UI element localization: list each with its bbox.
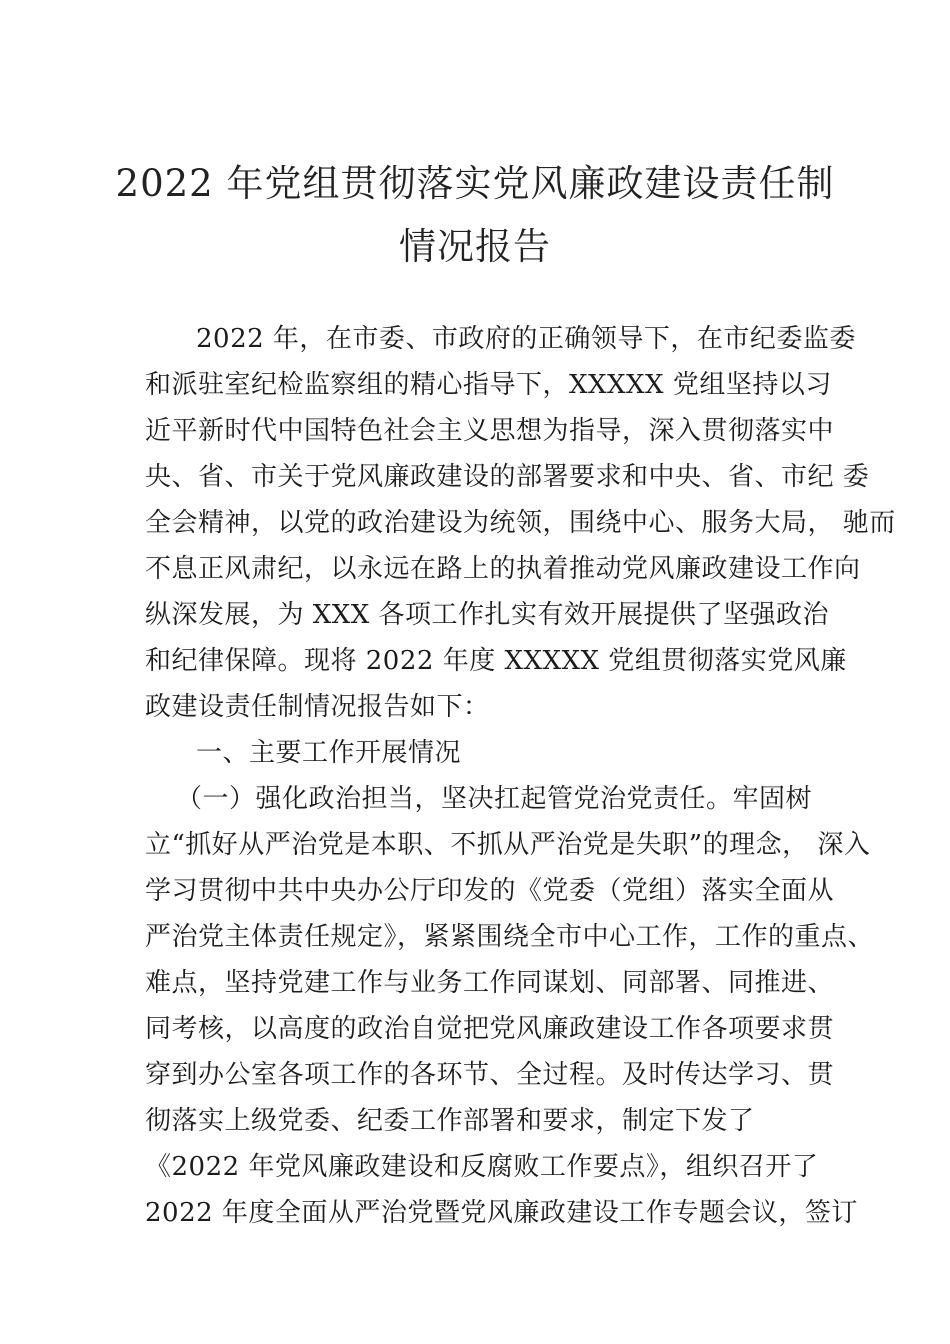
paragraph-1-line: 政建设责任制情况报告如下：	[145, 692, 490, 722]
paragraph-2-line: 《2022 年党风廉政建设和反腐败工作要点》，组织召开了	[145, 1152, 819, 1182]
paragraph-2-line: 彻落实上级党委、纪委工作部署和要求，制定下发了	[145, 1106, 755, 1136]
section-heading-1: 一、主要工作开展情况	[196, 738, 462, 768]
paragraph-1-line: 央、省、市关于党风廉政建设的部署要求和中央、省、市纪 委	[145, 462, 870, 492]
paragraph-1-line: 和派驻室纪检监察组的精心指导下，XXXXX 党组坚持以习	[145, 370, 832, 400]
paragraph-2-line: 2022 年度全面从严治党暨党风廉政建设工作专题会议，签订	[145, 1198, 858, 1228]
paragraph-1-line: 纵深发展，为 XXX 各项工作扎实有效开展提供了坚强政治	[145, 600, 830, 630]
paragraph-2-line: （一）强化政治担当，坚决扛起管党治党责任。牢固树	[176, 784, 813, 814]
paragraph-2-line: 穿到办公室各项工作的各环节、全过程。及时传达学习、贯	[145, 1060, 835, 1090]
paragraph-1-line: 和纪律保障。现将 2022 年度 XXXXX 党组贯彻落实党风廉	[145, 646, 847, 676]
paragraph-2-line: 难点，坚持党建工作与业务工作同谋划、同部署、同推进、	[145, 968, 835, 998]
paragraph-1-line: 全会精神，以党的政治建设为统领，围绕中心、服务大局， 驰而	[145, 508, 896, 538]
paragraph-2-line: 学习贯彻中共中央办公厅印发的《党委（党组）落实全面从	[145, 876, 835, 906]
paragraph-1-line: 近平新时代中国特色社会主义思想为指导，深入贯彻落实中	[145, 416, 835, 446]
paragraph-1-line: 2022 年，在市委、市政府的正确领导下，在市纪委监委	[196, 324, 856, 354]
paragraph-2-line: 严治党主体责任规定》，紧紧围绕全市中心工作，工作的重点、	[145, 922, 875, 952]
paragraph-1-line: 不息正风肃纪，以永远在路上的执着推动党风廉政建设工作向	[145, 554, 861, 584]
paragraph-2-line: 立“抓好从严治党是本职、不抓从严治党是失职”的理念， 深入	[145, 830, 871, 860]
title-line-1: 2022 年党组贯彻落实党风廉政建设责任制	[115, 162, 835, 205]
paragraph-2-line: 同考核，以高度的政治自觉把党风廉政建设工作各项要求贯	[145, 1014, 835, 1044]
title-line-2: 情况报告	[399, 225, 551, 268]
